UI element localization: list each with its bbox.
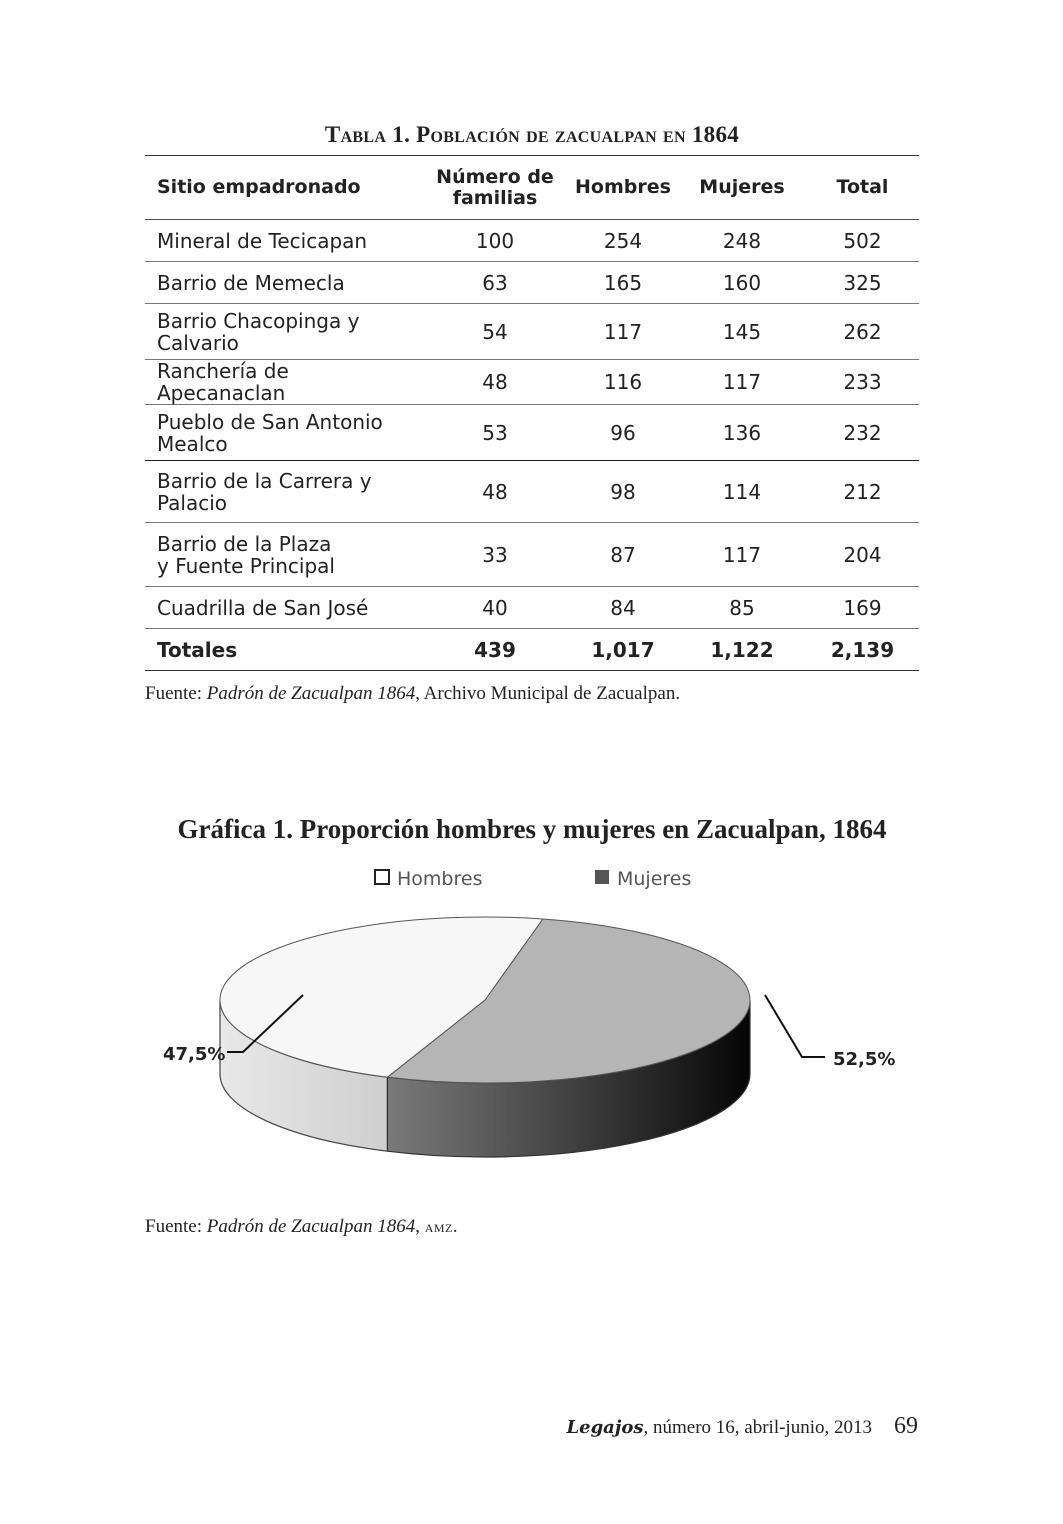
chart-source-comma: , [415, 1216, 425, 1237]
table-row [145, 461, 919, 523]
row-men: 117 [568, 304, 678, 360]
footer-issue: , número 16, abril-junio, 2013 [643, 1417, 872, 1438]
table-row [145, 220, 919, 262]
row-families: 63 [422, 262, 568, 304]
row-total: 212 [806, 461, 919, 523]
header-site: Sitio empadronado [145, 156, 422, 220]
header-men: Hombres [568, 156, 678, 220]
table-title: Tabla 1. Población de zacualpan en 1864 [324, 122, 740, 147]
table-row [145, 405, 919, 461]
totals-families: 439 [422, 629, 568, 671]
totals-row [145, 629, 919, 671]
row-families: 48 [422, 461, 568, 523]
totals-men: 1,017 [568, 629, 678, 671]
totals-label: Totales [145, 629, 422, 671]
row-total: 169 [806, 587, 919, 629]
row-total: 502 [806, 220, 919, 262]
row-men: 98 [568, 461, 678, 523]
row-total: 204 [806, 523, 919, 587]
row-men: 254 [568, 220, 678, 262]
header-total: Total [806, 156, 919, 220]
row-total: 325 [806, 262, 919, 304]
row-women: 248 [678, 220, 806, 262]
row-site-line-2: y Fuente Principal [157, 553, 335, 578]
row-families: 40 [422, 587, 568, 629]
row-site [145, 304, 422, 360]
row-site: Ranchería de Apecanaclan [145, 360, 422, 405]
chart-source-work: Padrón de Zacualpan 1864 [206, 1216, 416, 1237]
row-men: 116 [568, 360, 678, 405]
row-total: 232 [806, 405, 919, 461]
row-families: 100 [422, 220, 568, 262]
source-prefix: Fuente: [145, 683, 207, 704]
row-site [145, 405, 422, 461]
legend-label-hombres: Hombres [397, 868, 483, 890]
row-women: 145 [678, 304, 806, 360]
row-women: 85 [678, 587, 806, 629]
legend-swatch-mujeres [595, 870, 609, 884]
row-site [145, 523, 422, 587]
population-table [145, 155, 919, 671]
table-row [145, 587, 919, 629]
table-row [145, 262, 919, 304]
table-source-note [145, 683, 680, 705]
row-site-line-1: Barrio Chacopinga y [157, 308, 360, 333]
row-families: 53 [422, 405, 568, 461]
page-footer [566, 1413, 918, 1440]
table-row [145, 523, 919, 587]
header-families-line-1: Número de [436, 165, 554, 188]
table-row [145, 360, 919, 405]
source-work: Padrón de Zacualpan 1864 [206, 683, 416, 704]
row-women: 117 [678, 523, 806, 587]
chart-source-prefix: Fuente: [145, 1216, 207, 1237]
row-site-line-1: Pueblo de San Antonio [157, 409, 383, 434]
row-site-line-1: Barrio de la Plaza [157, 531, 332, 556]
row-site-line-1: Barrio de la Carrera y [157, 468, 372, 493]
row-families: 54 [422, 304, 568, 360]
row-men: 87 [568, 523, 678, 587]
header-families-line-2: familias [452, 186, 538, 209]
row-women: 114 [678, 461, 806, 523]
row-site: Mineral de Tecicapan [145, 220, 422, 262]
row-site-line-2: Mealco [157, 431, 228, 456]
leader-line-mujeres [765, 995, 825, 1057]
chart-title: Gráfica 1. Proporción hombres y mujeres en Zacualpan, 1864 [177, 814, 887, 844]
row-families: 48 [422, 360, 568, 405]
row-site: Cuadrilla de San José [145, 587, 422, 629]
row-men: 96 [568, 405, 678, 461]
row-women: 117 [678, 360, 806, 405]
pie-label-mujeres: 52,5% [833, 1049, 896, 1070]
row-families: 33 [422, 523, 568, 587]
totals-total: 2,139 [806, 629, 919, 671]
source-rest: , Archivo Municipal de Zacualpan. [415, 683, 681, 704]
header-families [422, 156, 568, 220]
row-total: 233 [806, 360, 919, 405]
legend-label-mujeres: Mujeres [617, 868, 692, 890]
row-site: Barrio de Memecla [145, 262, 422, 304]
page-number: 69 [894, 1413, 918, 1439]
row-site-line-2: Calvario [157, 330, 239, 355]
chart-legend [375, 868, 691, 890]
row-site [145, 461, 422, 523]
footer-journal: Legajos [566, 1417, 644, 1438]
chart-source-abbr: amz [424, 1217, 453, 1236]
chart-source-end: . [452, 1216, 458, 1237]
row-site-line-2: Palacio [157, 490, 228, 515]
legend-swatch-hombres [375, 870, 389, 884]
row-men: 165 [568, 262, 678, 304]
row-women: 136 [678, 405, 806, 461]
header-women: Mujeres [678, 156, 806, 220]
pie-label-hombres: 47,5% [163, 1044, 226, 1065]
row-men: 84 [568, 587, 678, 629]
chart-source-note [145, 1216, 458, 1238]
pie-chart [145, 855, 919, 1175]
row-total: 262 [806, 304, 919, 360]
row-women: 160 [678, 262, 806, 304]
table-row [145, 304, 919, 360]
table-header-row [145, 156, 919, 220]
totals-women: 1,122 [678, 629, 806, 671]
